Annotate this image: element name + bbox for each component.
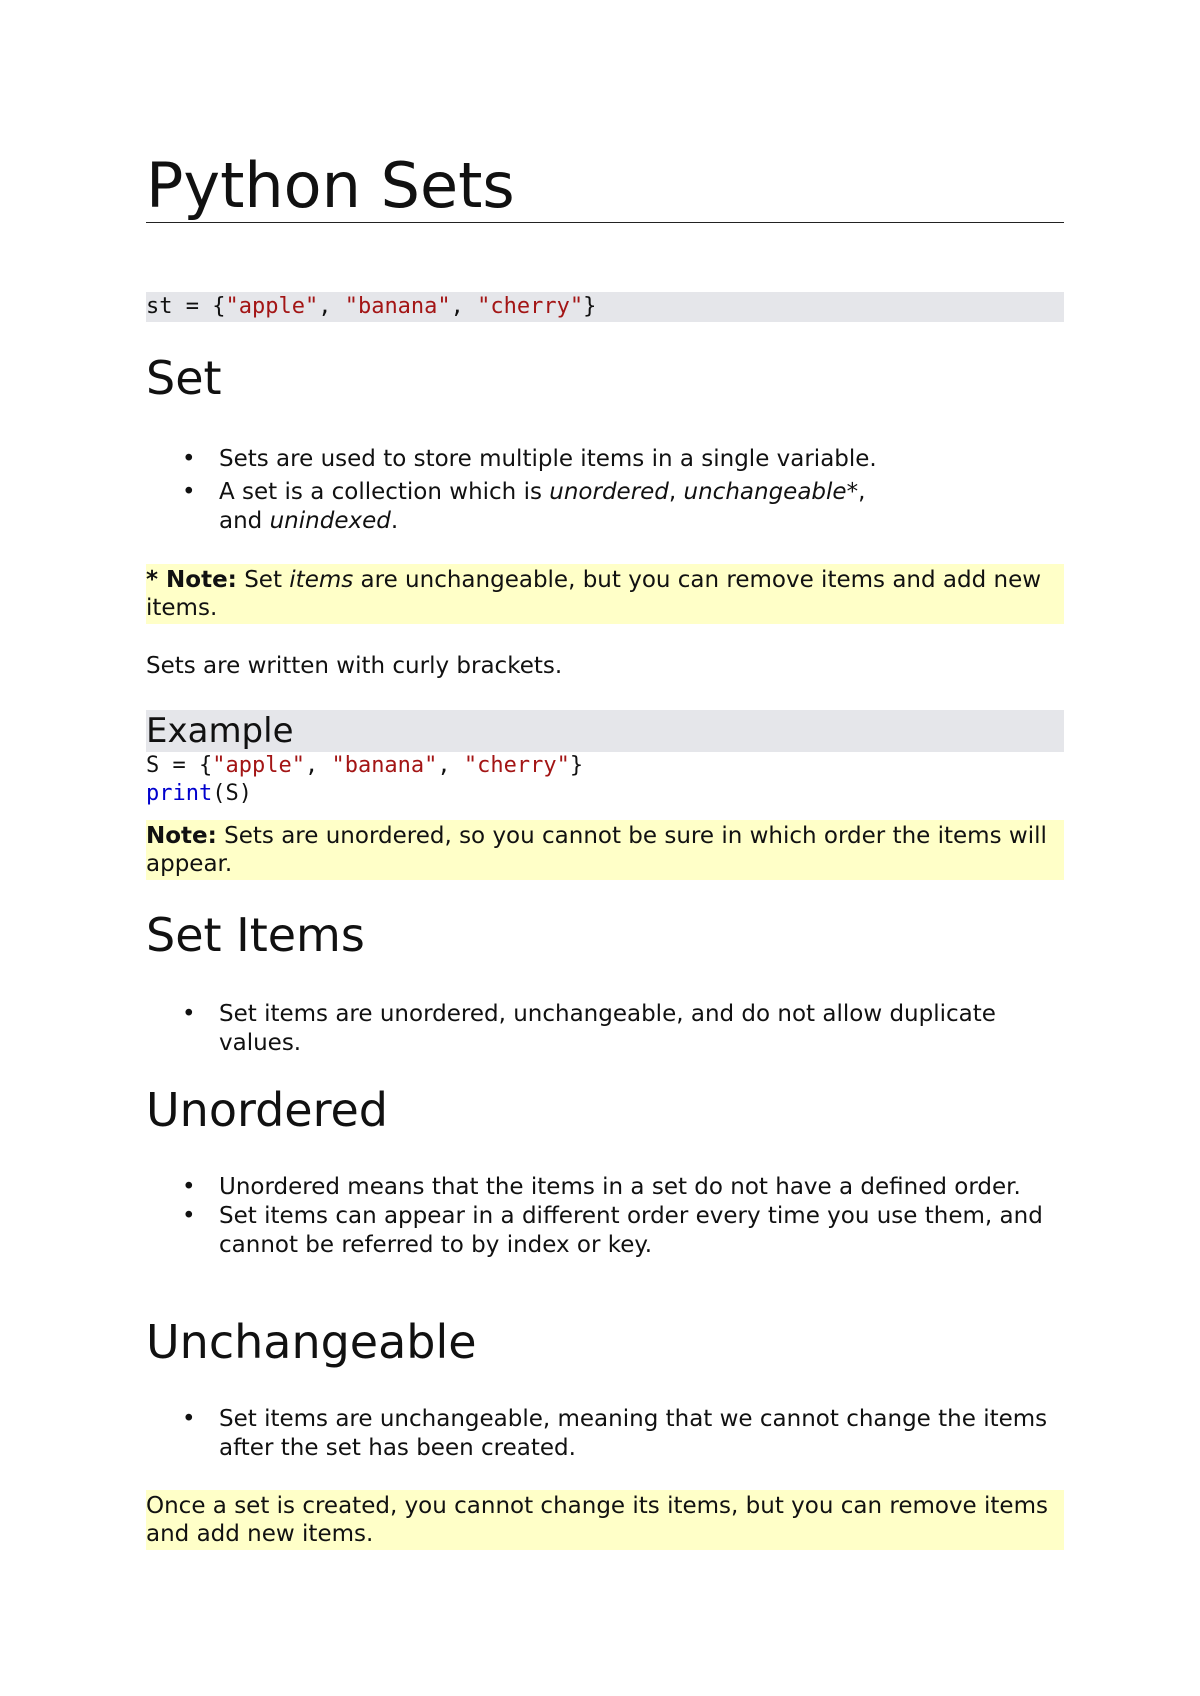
code-close: } xyxy=(569,753,584,778)
code-var: S xyxy=(146,753,160,778)
list-item xyxy=(146,445,1064,474)
note-label: * Note: xyxy=(146,567,237,593)
code-string: "banana" xyxy=(331,753,438,778)
bullet-text: Unordered means that the items in a set do not have a defined order. xyxy=(219,1174,1021,1200)
list-item xyxy=(146,1202,1064,1260)
code-var: st xyxy=(146,294,173,319)
code-string: "banana" xyxy=(344,294,451,319)
code-line xyxy=(146,752,583,780)
code-string: "cherry" xyxy=(463,753,570,778)
heading-set: Set xyxy=(146,351,222,405)
code-args: (S) xyxy=(212,781,252,806)
unordered-bullet-list xyxy=(146,1173,1064,1260)
example-heading: Example xyxy=(146,710,1064,752)
list-item xyxy=(146,1405,1064,1463)
heading-unchangeable: Unchangeable xyxy=(146,1315,477,1369)
note-text: Set xyxy=(236,567,290,593)
example-code-block xyxy=(146,752,583,808)
code-op: = { xyxy=(172,294,226,319)
set-items-bullet-list xyxy=(146,1000,1064,1058)
list-item xyxy=(146,1173,1064,1202)
code-string: "apple" xyxy=(225,294,319,319)
bullet-text: , xyxy=(858,479,866,505)
bullet-text: and xyxy=(219,508,270,534)
code-close: } xyxy=(583,294,597,319)
code-comma: , xyxy=(318,294,345,319)
bullet-emphasis: unchangeable* xyxy=(683,479,859,505)
note-text: Sets are unordered, so you cannot be sure in which order the items will appear. xyxy=(146,823,1047,877)
page-title: Python Sets xyxy=(146,150,1064,223)
list-item xyxy=(146,1000,1064,1058)
heading-unordered: Unordered xyxy=(146,1083,388,1137)
code-comma: , xyxy=(437,753,464,778)
bullet-text: Set items can appear in a different order every time you use them, and cannot be referred to by index or key. xyxy=(219,1203,1043,1258)
code-line xyxy=(146,780,583,808)
unchangeable-bullet-list xyxy=(146,1405,1064,1463)
curly-brackets-text: Sets are written with curly brackets. xyxy=(146,653,563,679)
note-box: Once a set is created, you cannot change its items, but you can remove items and add new items. xyxy=(146,1490,1064,1550)
set-bullet-list xyxy=(146,445,1064,536)
bullet-text: . xyxy=(390,508,399,534)
note-emphasis: items xyxy=(289,567,354,593)
code-comma: , xyxy=(450,294,478,319)
bullet-text: Set items are unchangeable, meaning that we cannot change the items after the set has been created. xyxy=(219,1406,1048,1461)
code-comma: , xyxy=(304,753,332,778)
note-text: are unchangeable, but you can remove items and add new items. xyxy=(146,567,1042,621)
heading-set-items: Set Items xyxy=(146,908,365,962)
code-string: "cherry" xyxy=(477,294,584,319)
note-box xyxy=(146,564,1064,624)
note-label: Note: xyxy=(146,823,217,849)
code-string: "apple" xyxy=(212,753,305,778)
note-box xyxy=(146,820,1064,880)
bullet-text: A set is a collection which is xyxy=(219,479,550,505)
bullet-text: Sets are used to store multiple items in a single variable. xyxy=(219,446,877,472)
code-op: = { xyxy=(159,753,213,778)
bullet-text: Set items are unordered, unchangeable, and do not allow duplicate values. xyxy=(219,1001,996,1056)
bullet-emphasis: unordered xyxy=(549,479,669,505)
list-item xyxy=(146,478,1064,536)
top-code-block xyxy=(146,292,1064,322)
bullet-text: , xyxy=(668,479,684,505)
code-keyword: print xyxy=(146,781,213,806)
bullet-emphasis: unindexed xyxy=(269,508,391,534)
